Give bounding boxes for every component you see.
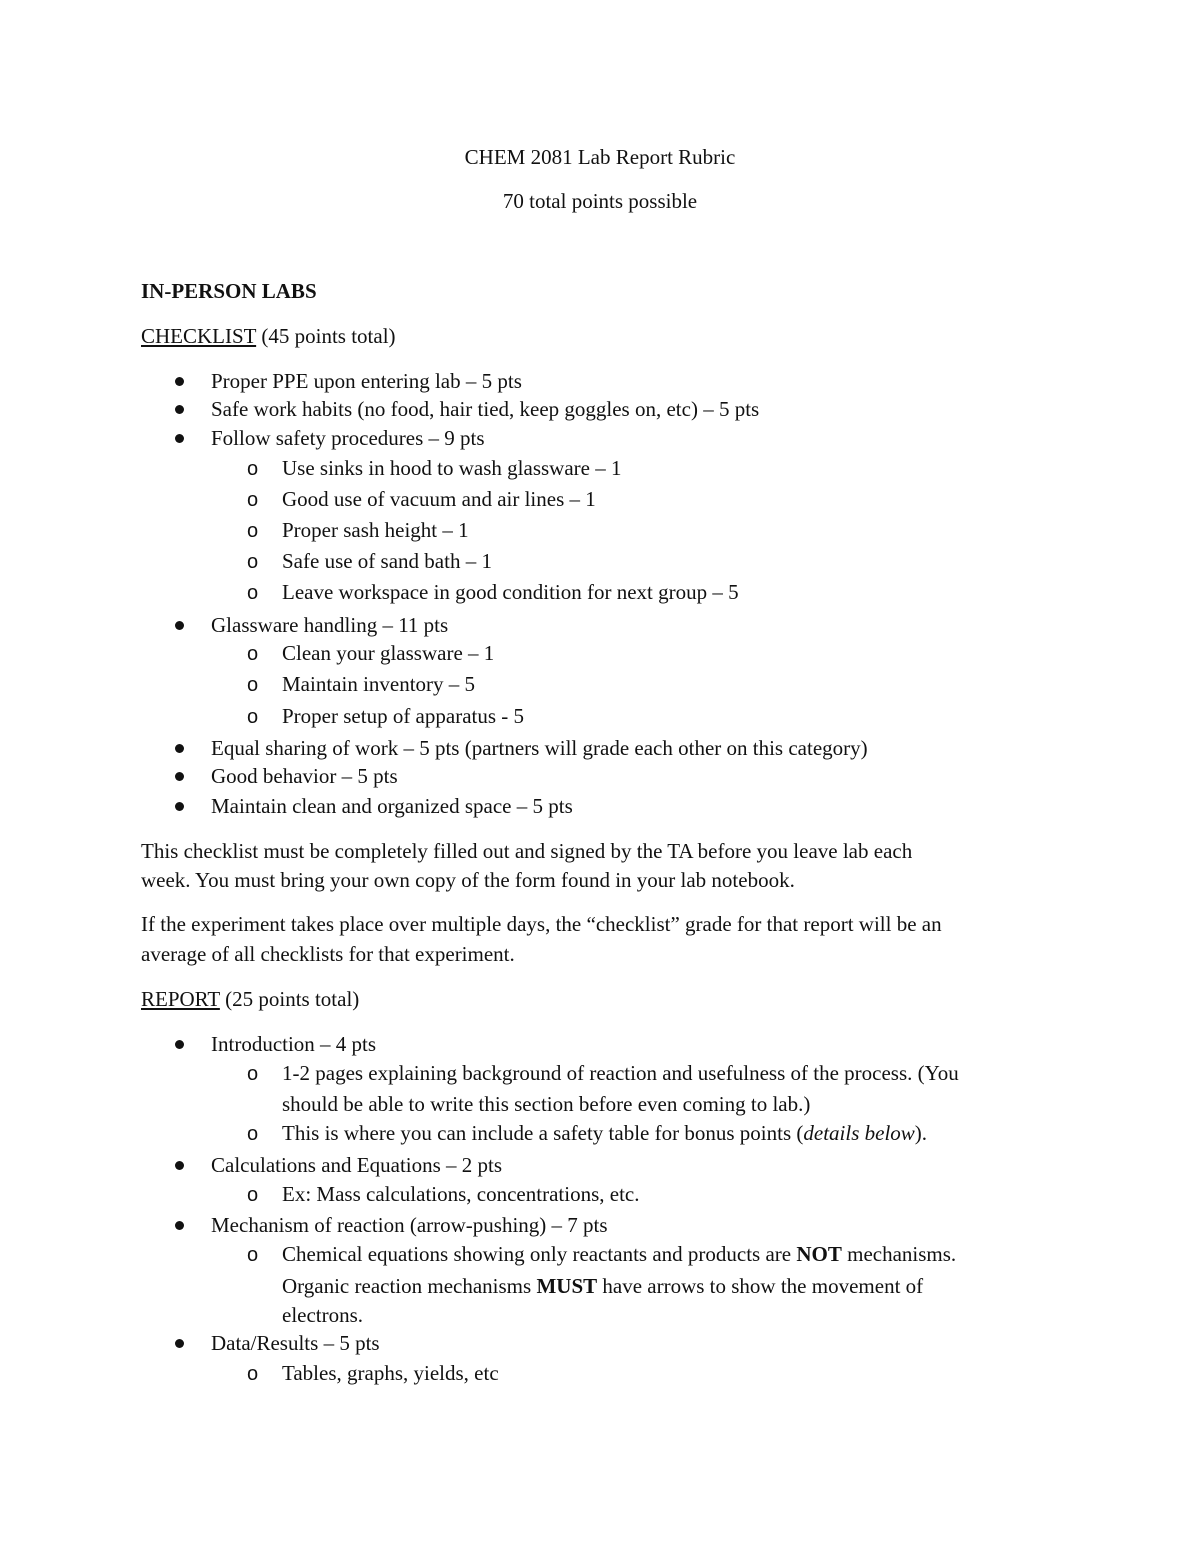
document-subtitle: 70 total points possible [502, 189, 698, 213]
report-subitem [282, 1123, 927, 1144]
sub-bullet-marker: o [247, 458, 259, 480]
checklist-subitem: Good use of vacuum and air lines – 1 [282, 487, 596, 511]
emphasis-not: NOT [796, 1242, 842, 1266]
checklist-heading [141, 326, 396, 347]
bullet-dot [175, 434, 184, 443]
report-subitem-text: Chemical equations showing only reactants and products are [282, 1242, 797, 1266]
sub-bullet-marker: o [247, 674, 259, 696]
checklist-heading-points: (45 points total) [256, 324, 396, 348]
checklist-item: Good behavior – 5 pts [211, 764, 398, 788]
report-subitem-text-end: mechanisms. [841, 1242, 957, 1266]
report-subitem-continued [282, 1276, 923, 1297]
sub-bullet-marker: o [247, 489, 259, 511]
checklist-item: Safe work habits (no food, hair tied, keep goggles on, etc) – 5 pts [211, 397, 760, 421]
sub-bullet-marker: o [247, 1184, 259, 1206]
report-item: Calculations and Equations – 2 pts [211, 1153, 503, 1177]
checklist-subitem: Proper setup of apparatus - 5 [282, 704, 525, 728]
report-subitem-continued: should be able to write this section before even coming to lab.) [282, 1092, 811, 1116]
report-heading-label: REPORT [141, 987, 220, 1011]
checklist-item: Equal sharing of work – 5 pts (partners will grade each other on this category) [211, 736, 868, 760]
checklist-subitem: Leave workspace in good condition for next group – 5 [282, 580, 739, 604]
report-subitem-continued: electrons. [282, 1303, 364, 1327]
paragraph-line: week. You must bring your own copy of the form found in your lab notebook. [141, 868, 795, 892]
report-item: Mechanism of reaction (arrow-pushing) – 7 pts [211, 1213, 608, 1237]
report-subitem-text: This is where you can include a safety table for bonus points ( [282, 1121, 804, 1145]
bullet-dot [175, 405, 184, 414]
checklist-item: Proper PPE upon entering lab – 5 pts [211, 369, 522, 393]
sub-bullet-marker: o [247, 706, 259, 728]
sub-bullet-marker: o [247, 1244, 259, 1266]
paragraph-line: average of all checklists for that experiment. [141, 942, 515, 966]
report-subitem: Tables, graphs, yields, etc [282, 1361, 499, 1385]
bullet-dot [175, 772, 184, 781]
sub-bullet-marker: o [247, 520, 259, 542]
report-item: Data/Results – 5 pts [211, 1331, 380, 1355]
bullet-dot [175, 744, 184, 753]
section-title: IN-PERSON LABS [141, 279, 317, 303]
checklist-subitem: Use sinks in hood to wash glassware – 1 [282, 456, 622, 480]
checklist-heading-label: CHECKLIST [141, 324, 257, 348]
sub-bullet-marker: o [247, 582, 259, 604]
report-heading [141, 989, 359, 1010]
report-subitem: Ex: Mass calculations, concentrations, etc. [282, 1182, 640, 1206]
report-subitem-text: Organic reaction mechanisms [282, 1274, 537, 1298]
checklist-subitem: Clean your glassware – 1 [282, 641, 495, 665]
document-title: CHEM 2081 Lab Report Rubric [464, 145, 736, 169]
sub-bullet-marker: o [247, 1063, 259, 1085]
checklist-item: Follow safety procedures – 9 pts [211, 426, 485, 450]
report-subitem: 1-2 pages explaining background of reaction and usefulness of the process. (You [282, 1061, 959, 1085]
sub-bullet-marker: o [247, 643, 259, 665]
checklist-item: Maintain clean and organized space – 5 pts [211, 794, 573, 818]
checklist-subitem: Safe use of sand bath – 1 [282, 549, 492, 573]
paragraph-line: This checklist must be completely filled out and signed by the TA before you leave lab each [141, 839, 913, 863]
sub-bullet-marker: o [247, 1363, 259, 1385]
bullet-dot [175, 1161, 184, 1170]
checklist-subitem: Maintain inventory – 5 [282, 672, 476, 696]
report-heading-points: (25 points total) [219, 987, 360, 1011]
emphasis-must: MUST [536, 1274, 598, 1298]
report-subitem [282, 1244, 956, 1265]
bullet-dot [175, 1339, 184, 1348]
bullet-dot [175, 621, 184, 630]
bullet-dot [175, 377, 184, 386]
checklist-subitem: Proper sash height – 1 [282, 518, 469, 542]
report-subitem-text-end: ). [914, 1121, 928, 1145]
details-below-reference: details below [803, 1121, 915, 1145]
report-subitem-text-end: have arrows to show the movement of [597, 1274, 924, 1298]
bullet-dot [175, 1040, 184, 1049]
bullet-dot [175, 802, 184, 811]
report-item: Introduction – 4 pts [211, 1032, 377, 1056]
checklist-item: Glassware handling – 11 pts [211, 613, 449, 637]
sub-bullet-marker: o [247, 551, 259, 573]
paragraph-line: If the experiment takes place over multiple days, the “checklist” grade for that report will be an [141, 912, 942, 936]
bullet-dot [175, 1221, 184, 1230]
sub-bullet-marker: o [247, 1123, 259, 1145]
